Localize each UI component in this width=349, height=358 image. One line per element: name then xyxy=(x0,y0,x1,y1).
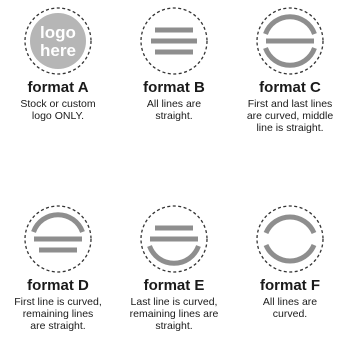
format-f-description: All lines are curved. xyxy=(262,296,318,320)
format-a-description: Stock or custom logo ONLY. xyxy=(20,98,96,122)
format-f-title: format F xyxy=(260,277,320,294)
format-d-curved-top-icon xyxy=(23,204,93,274)
format-c-card xyxy=(232,6,348,134)
format-a-logo-icon xyxy=(23,6,93,76)
format-e-description: Last line is curved, remaining lines are straight. xyxy=(129,296,219,332)
format-c-title: format C xyxy=(259,79,321,96)
format-b-card xyxy=(116,6,232,122)
format-d-description: First line is curved, remaining lines are straight. xyxy=(14,296,102,332)
format-a-card xyxy=(0,6,116,122)
format-e-curved-bottom-icon xyxy=(139,204,209,274)
format-b-description: All lines are straight. xyxy=(146,98,202,122)
format-b-straight-lines-icon xyxy=(139,6,209,76)
format-d-title: format D xyxy=(27,277,89,294)
logo-text-line-1: logo xyxy=(40,23,76,42)
format-d-card xyxy=(0,204,116,332)
logo-text-line-2: here xyxy=(40,41,76,60)
format-b-title: format B xyxy=(143,79,205,96)
format-f-card xyxy=(232,204,348,320)
format-f-all-curved-icon xyxy=(255,204,325,274)
format-e-title: format E xyxy=(143,277,205,294)
format-a-title: format A xyxy=(27,79,89,96)
format-c-description: First and last lines are curved, middle line is straight. xyxy=(246,98,334,134)
format-e-card xyxy=(116,204,232,332)
format-c-curved-top-bottom-icon xyxy=(255,6,325,76)
